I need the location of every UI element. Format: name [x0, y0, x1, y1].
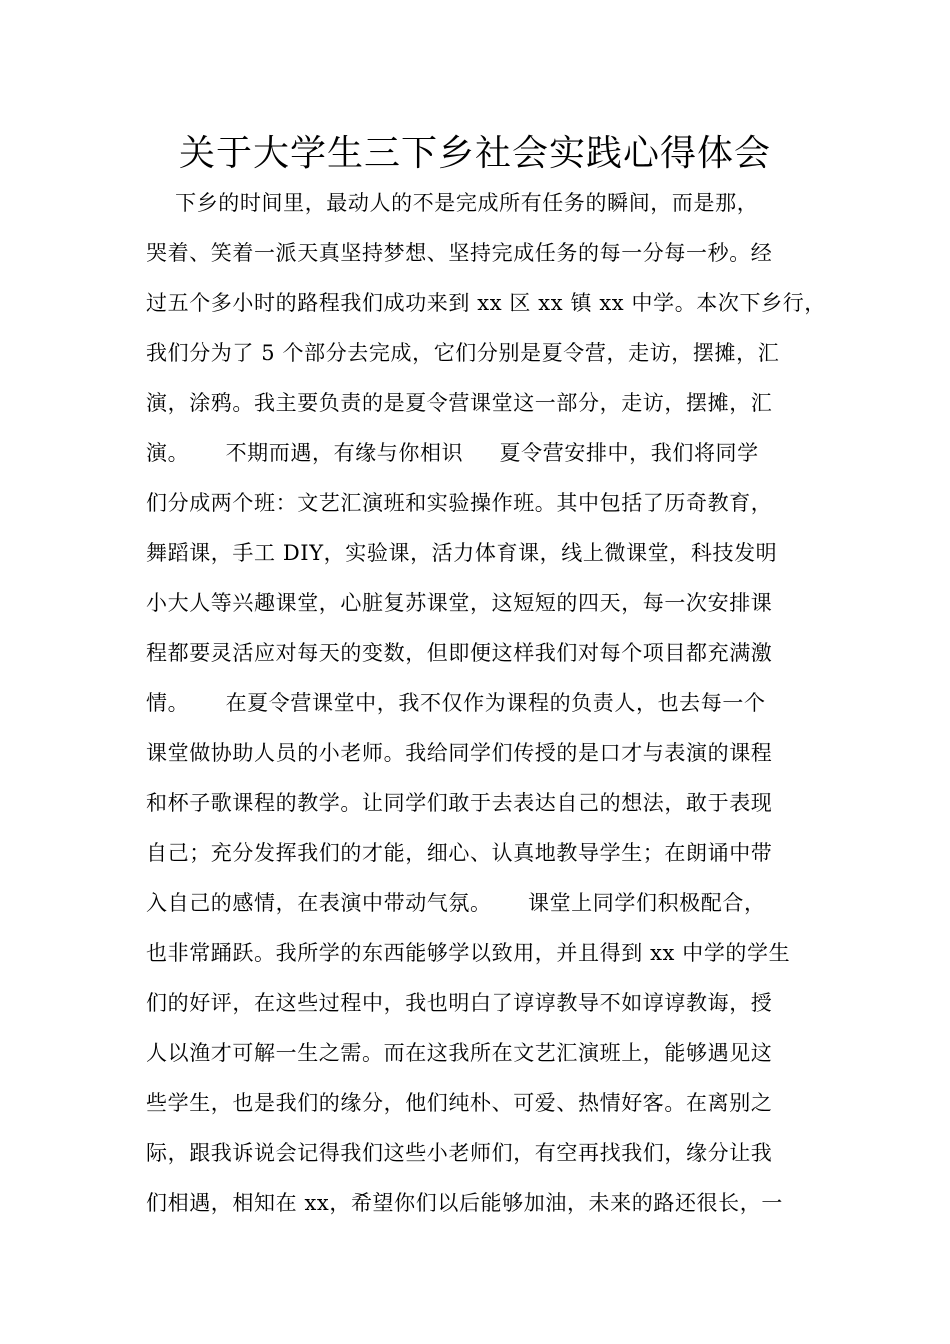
body-line: 们的好评，在这些过程中，我也明白了谆谆教导不如谆谆教诲，授 — [146, 991, 773, 1015]
body-line: 哭着、笑着一派天真坚持梦想、坚持完成任务的每一分每一秒。经 — [146, 241, 773, 265]
document-body — [146, 178, 826, 1228]
body-line: 际，跟我诉说会记得我们这些小老师们，有空再找我们，缘分让我 — [146, 1141, 773, 1165]
body-line: 下乡的时间里，最动人的不是完成所有任务的瞬间，而是那， — [146, 191, 759, 215]
body-line: 自己；充分发挥我们的才能，细心、认真地教导学生；在朗诵中带 — [146, 841, 773, 865]
body-line: 舞蹈课，手工 DIY，实验课，活力体育课，线上微课堂，科技发明 — [146, 541, 778, 565]
body-line: 课堂做协助人员的小老师。我给同学们传授的是口才与表演的课程 — [146, 741, 773, 765]
body-line: 过五个多小时的路程我们成功来到 xx 区 xx 镇 xx 中学。本次下乡行， — [146, 291, 826, 315]
body-line: 情。 在夏令营课堂中，我不仅作为课程的负责人，也去每一个 — [146, 691, 766, 715]
body-line: 和杯子歌课程的教学。让同学们敢于去表达自己的想法，敢于表现 — [146, 791, 773, 815]
body-line: 演，涂鸦。我主要负责的是夏令营课堂这一部分，走访，摆摊，汇 — [146, 391, 773, 415]
body-line: 程都要灵活应对每天的变数，但即便这样我们对每个项目都充满激 — [146, 641, 773, 665]
body-line: 们相遇，相知在 xx，希望你们以后能够加油，未来的路还很长，一 — [146, 1191, 783, 1215]
body-line: 人以渔才可解一生之需。而在这我所在文艺汇演班上，能够遇见这 — [146, 1041, 773, 1065]
body-line: 也非常踊跃。我所学的东西能够学以致用，并且得到 xx 中学的学生 — [146, 941, 791, 965]
body-line: 们分成两个班：文艺汇演班和实验操作班。其中包括了历奇教育， — [146, 491, 773, 515]
body-line: 我们分为了 5 个部分去完成，它们分别是夏令营，走访，摆摊，汇 — [146, 341, 780, 365]
body-line: 演。 不期而遇，有缘与你相识 夏令营安排中，我们将同学 — [146, 441, 759, 465]
body-line: 小大人等兴趣课堂，心脏复苏课堂，这短短的四天，每一次安排课 — [146, 591, 773, 615]
document-title: 关于大学生三下乡社会实践心得体会 — [178, 133, 771, 174]
body-line: 入自己的感情，在表演中带动气氛。 课堂上同学们积极配合， — [146, 891, 766, 915]
body-line: 些学生，也是我们的缘分，他们纯朴、可爱、热情好客。在离别之 — [146, 1091, 773, 1115]
